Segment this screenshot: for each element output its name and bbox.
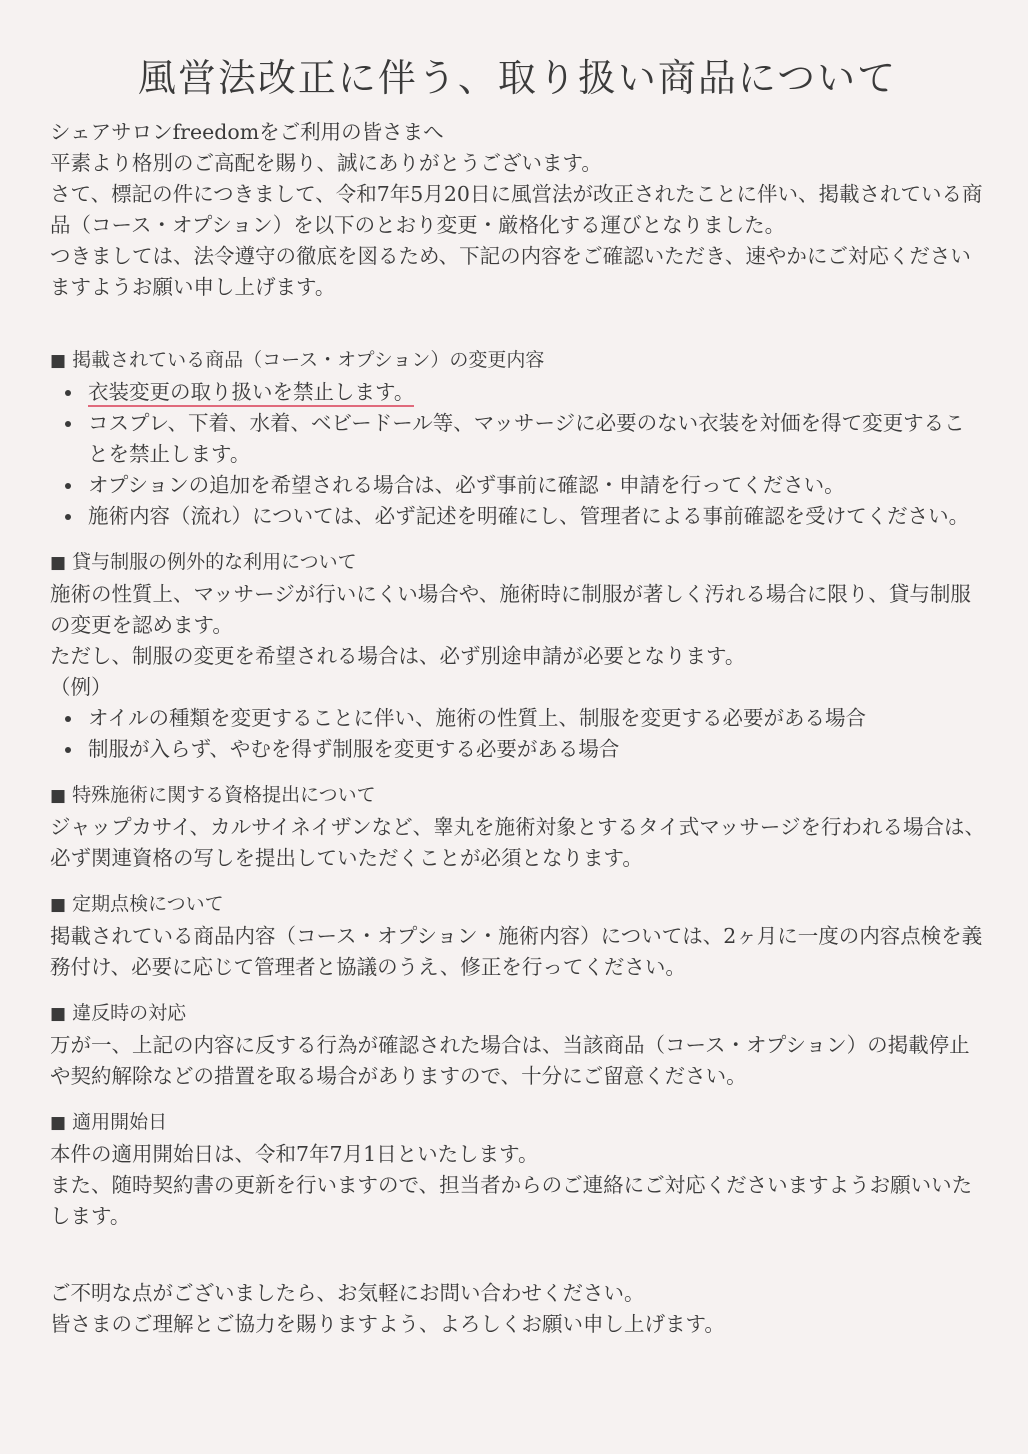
section-heading (50, 780, 985, 812)
section-heading (50, 889, 985, 921)
underlined-notice: 衣装変更の取り扱いを禁止します。 (88, 380, 414, 407)
notice-document (50, 0, 985, 1454)
document-body (50, 117, 985, 1340)
section-heading-text: 違反時の対応 (72, 1002, 187, 1024)
square-bullet-icon: ■ (50, 895, 67, 915)
intro-greeting: シェアサロンfreedomをご利用の皆さまへ (50, 120, 444, 144)
section-heading (50, 547, 985, 579)
paragraph: 掲載されている商品内容（コース・オプション・施術内容）については、2ヶ月に一度の内容点検を義務付け、必要に応じて管理者と協議のうえ、修正を行ってください。 (50, 924, 983, 979)
paragraph: また、随時契約書の更新を行いますので、担当者からのご連絡にご対応くださいますようお願いいたします。 (50, 1173, 973, 1228)
section-heading-text: 定期点検について (72, 893, 224, 915)
paragraph: ジャップカサイ、カルサイネイザンなど、睾丸を施術対象とするタイ式マッサージを行われる場合は、必ず関連資格の写しを提出していただくことが必須となります。 (50, 815, 986, 870)
spacer (50, 1247, 985, 1278)
paragraph: 施術の性質上、マッサージが行いにくい場合や、施術時に制服が著しく汚れる場合に限り、貸与制服の変更を認めます。 (50, 582, 971, 637)
bullet-list (50, 703, 985, 765)
section-heading (50, 998, 985, 1030)
list-item: オプションの追加を希望される場合は、必ず事前に確認・申請を行ってください。 (50, 470, 985, 501)
square-bullet-icon: ■ (50, 351, 67, 371)
section-heading-text: 貸与制服の例外的な利用について (72, 551, 357, 573)
closing-block (50, 1278, 985, 1340)
section-inspection (50, 889, 985, 983)
intro-block (50, 117, 985, 303)
section-heading-text: 適用開始日 (72, 1111, 168, 1133)
closing-line: ご不明な点がございましたら、お気軽にお問い合わせください。 (50, 1281, 645, 1305)
square-bullet-icon: ■ (50, 1004, 67, 1024)
list-item: オイルの種類を変更することに伴い、施術の性質上、制服を変更する必要がある場合 (50, 703, 985, 734)
closing-line: 皆さまのご理解とご協力を賜りますよう、よろしくお願い申し上げます。 (50, 1312, 725, 1336)
section-effective-date (50, 1107, 985, 1232)
bullet-list (50, 377, 985, 532)
section-qualification (50, 780, 985, 874)
list-item: コスプレ、下着、水着、ベビードール等、マッサージに必要のない衣装を対価を得て変更することを禁止します。 (50, 408, 985, 470)
list-item: 施術内容（流れ）については、必ず記述を明確にし、管理者による事前確認を受けてください。 (50, 501, 985, 532)
section-heading (50, 345, 985, 377)
list-item: 制服が入らず、やむを得ず制服を変更する必要がある場合 (50, 734, 985, 765)
paragraph: 本件の適用開始日は、令和7年7月1日といたします。 (50, 1142, 539, 1166)
section-heading (50, 1107, 985, 1139)
spacer (50, 303, 985, 345)
paragraph: 万が一、上記の内容に反する行為が確認された場合は、当該商品（コース・オプション）の掲載停止や契約解除などの措置を取る場合がありますので、十分にご留意ください。 (50, 1033, 970, 1088)
paragraph: ただし、制服の変更を希望される場合は、必ず別途申請が必要となります。 (50, 644, 746, 668)
square-bullet-icon: ■ (50, 553, 67, 573)
square-bullet-icon: ■ (50, 786, 67, 806)
section-uniform-exception (50, 547, 985, 765)
list-item (50, 377, 985, 408)
section-product-changes (50, 345, 985, 532)
paragraph: （例） (50, 675, 112, 699)
square-bullet-icon: ■ (50, 1113, 67, 1133)
section-heading-text: 掲載されている商品（コース・オプション）の変更内容 (72, 349, 545, 371)
section-violation (50, 998, 985, 1092)
section-heading-text: 特殊施術に関する資格提出について (72, 784, 376, 806)
page-title: 風営法改正に伴う、取り扱い商品について (137, 56, 898, 100)
intro-request: つきましては、法令遵守の徹底を図るため、下記の内容をご確認いただき、速やかにご対応くださいますようお願い申し上げます。 (50, 244, 971, 299)
intro-thanks: 平素より格別のご高配を賜り、誠にありがとうございます。 (50, 151, 602, 175)
intro-background: さて、標記の件につきまして、令和7年5月20日に風営法が改正されたことに伴い、掲載されている商品（コース・オプション）を以下のとおり変更・厳格化する運びとなりました。 (50, 182, 983, 237)
